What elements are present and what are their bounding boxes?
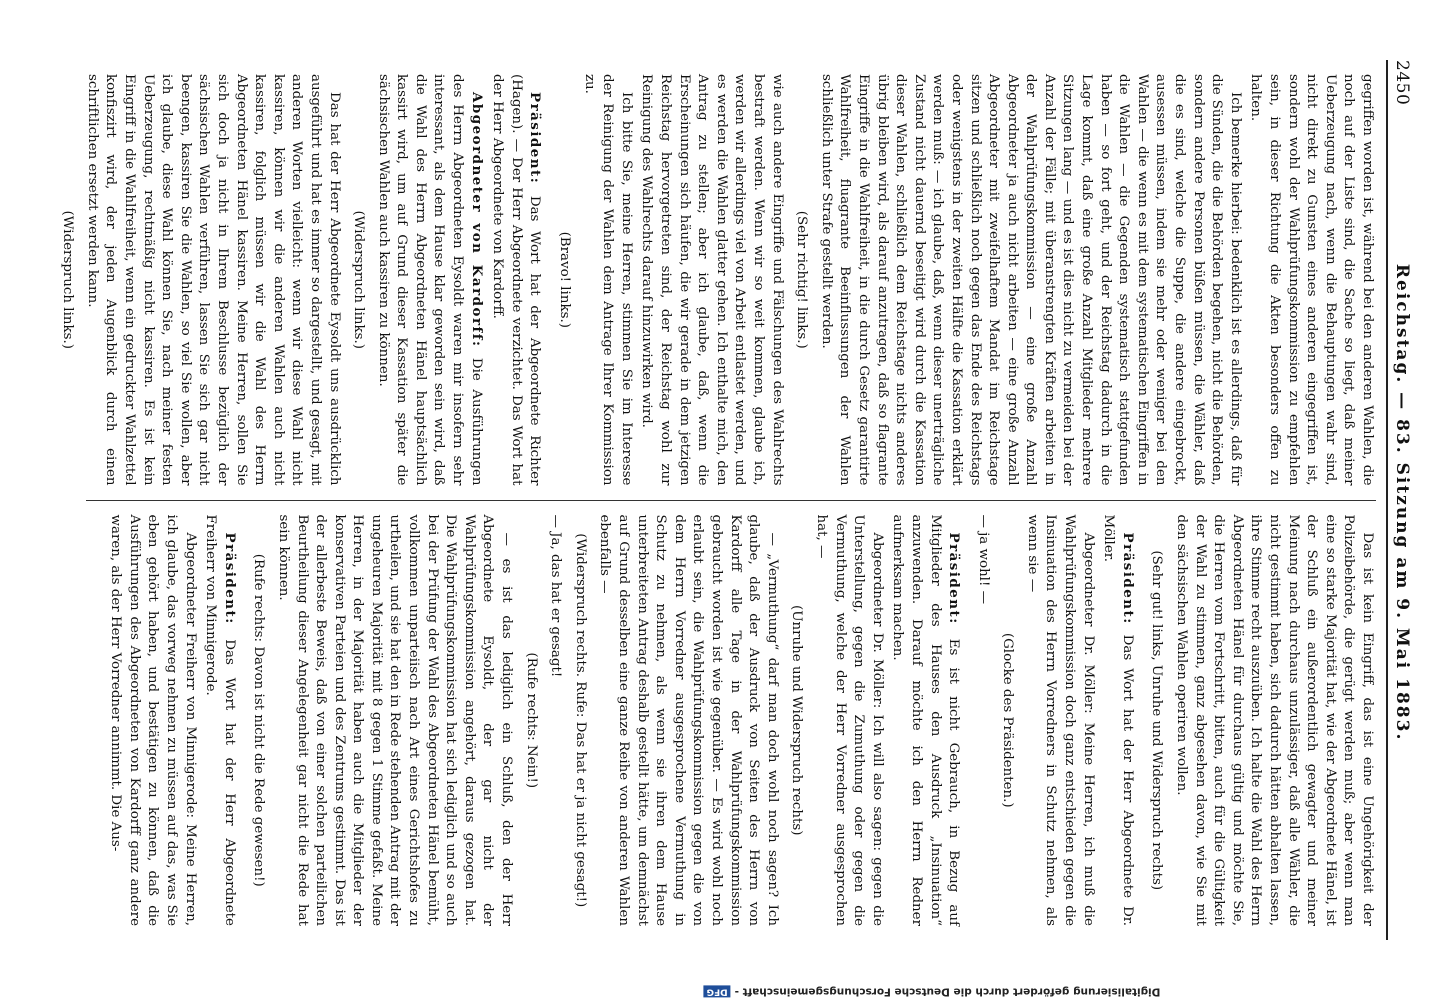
paragraph-text: Es ist nicht Gebrauch, in Bezug auf Mitglieder des Hauses den Ausdruck „Insinuation“ anzuwenden. Darauf möchte ich den Herrn Redner aufmerksam machen. xyxy=(890,514,962,926)
paragraph xyxy=(579,74,635,486)
paragraph-text: — ja wohl! — xyxy=(975,514,991,604)
paragraph xyxy=(888,515,963,927)
speaker-label: Präsident: xyxy=(527,92,544,196)
paragraph-text: (Sehr richtig! links.) xyxy=(794,210,810,349)
paragraph xyxy=(973,515,992,927)
paragraph xyxy=(637,74,786,486)
paragraph-text: (Sehr gut! links, Unruhe und Widerspruch rechts) xyxy=(1149,550,1165,891)
paragraph xyxy=(816,74,1244,486)
side-note xyxy=(432,982,1432,1000)
paragraph xyxy=(201,515,239,927)
paragraph xyxy=(546,515,565,927)
paragraph-text: (Rufe rechts: Davon ist nicht die Rede gewesen!) xyxy=(251,553,267,887)
paragraph-text: (Bravo! links.) xyxy=(557,231,573,328)
paragraph-text: Abgeordneter Dr. Möller: Meine Herren, ich muß die Wahlprüfungskommission doch ganz entschieden gegen die Insinuation des Herrn Vorredners in Schutz nehmen, als wenn sie — xyxy=(1024,514,1096,926)
side-note-text: Digitalisierung gefördert durch die Deutsche Forschungsgemeinschaft - xyxy=(734,985,1161,998)
paragraph-text: Abgeordneter Dr. Möller: Ich will also sagen: gegen die Unterstellung, gegen die Zumuthung oder gegen die Vermuthung, welche der Herr Vorredner ausgesprochen hat, — xyxy=(813,514,885,926)
paragraph xyxy=(811,515,885,927)
paragraph xyxy=(1099,515,1137,927)
paragraph-text: Ich bitte Sie, meine Herren, stimmen Sie im Interesse der Reinigung der Wahlen dem Antrage Ihrer Kommission zu. xyxy=(581,74,634,486)
speaker-label: Präsident: xyxy=(1119,532,1136,635)
paragraph-text: — Ja, das hat er gesagt! xyxy=(548,514,564,678)
interjection xyxy=(521,515,540,927)
paragraph-text: Das Wort hat der Herr Abgeordnete Dr. Möller. xyxy=(1101,514,1135,926)
paragraph xyxy=(1022,515,1096,927)
speaker-label: Präsident: xyxy=(946,532,963,639)
interjection xyxy=(554,74,573,486)
paragraph-text: wie auch andere Eingriffe und Fälschungen des Wahlrechts bestraft werden. Wenn wir so weit kommen, glaube ich, werden wir allerdings viel von Arbeit entlastet werden, und es werden die Wahlen glatter gehen. Ich enthalte mich, den Antrag zu stellen; aber ich glaube, daß, wenn die Erscheinungen sich häufen, die wir gerade in dem jetzigen Reichstag hervorgetreten sind, der Reichstag wohl zur Reinigung des Wahlrechts darauf hinzuwirken wird. xyxy=(639,74,785,486)
paragraph-text: (Widerspruch rechts. Rufe: Das hat er ja nicht gesagt!) xyxy=(572,533,588,908)
interjection xyxy=(249,515,268,927)
interjection xyxy=(349,74,368,486)
paragraph-text: Das ist kein Eingriff, das ist eine Ungehörigkeit der Polizeibehörde, die gerügt werden muß; aber wenn man eine so starke Majorität hat, wie der Abgeordnete Hänel, ist der Schluß ein außerordentlich gewagter und meiner Meinung nach durchaus unzulässiger, daß alle Wähler, die nicht gestimmt haben, sich dadurch hätten abhalten lassen, ihre Stimme recht auszuüben. Ich halte die Wahl des Herrn Abgeordneten Hänel für durchaus gültig und möchte Sie, die Herren vom Fortschritt, bitten, auch für die Gültigkeit der Wahl zu stimmen, ganz abgesehen davon, wie Sie mit den sächsischen Wahlen operiren wollen. xyxy=(1174,514,1375,926)
paragraph xyxy=(106,515,199,927)
paragraph-text: Ich bemerke hierbei: bedenklich ist es allerdings, daß für die Sünden, die die Behörden begehen, nicht die Behörden, sondern andere Personen büßen müssen, die Wähler, daß die es sind, welche die Suppe, die andere eingebrockt, ausessen müssen, indem sie mehr oder weniger bei den Wahlen — die wenn es mit dem systematischen Eingriffen in die Wahlen — die Gegenden systematisch stattgefunden haben — so fort geht, und der Reichstag dadurch in die Lage kommt, daß eine große Anzahl Mitglieder mehrere Sitzungen lang — und es ist dies nicht zu vermeiden bei der Anzahl der Fälle; mit überanstrengten Kräften arbeiten in der Wahlprüfungskommission — eine große Anzahl Abgeordneter ja auch nicht arbeiten — eine große Anzahl Abgeordneter mit zweifelhaftem Mandat im Reichstage sitzen und schließlich noch gegen das Ende des Reichstags oder wenigstens in der zweiten Hälfte die Kassation erklärt werden muß: — ich glaube, daß, wenn dieser unerträgliche Zustand nicht dauernd beseitigt wird durch die Kassation dieser Wahlen, schließlich dem Reichstage nichts anderes übrig bleiben wird, als darauf anzutragen, daß so flagrante Eingriffe in die Wahlfreiheit, in die durch Gesetz garantirte Wahlfreiheit, fluagrante Beeinflussungen der Wahlen schließlich unter Strafe gestellt werden. xyxy=(818,74,1243,486)
right-column xyxy=(86,501,1376,941)
interjection xyxy=(787,515,806,927)
paragraph xyxy=(373,74,486,486)
speaker-label: Präsident: xyxy=(221,532,238,640)
paragraph-text: (Rufe rechts: Nein!) xyxy=(523,652,539,789)
paragraph-text: Das Wort hat der Abgeordnete Richter (Hagen). — Der Herr Abgeordnete verzichtet. Das Wort hat der Herr Abgeordnete von Kardorff. xyxy=(490,74,543,486)
paragraph xyxy=(1171,515,1376,927)
paragraph-text: (Widerspruch links.) xyxy=(60,210,76,349)
running-head xyxy=(1386,60,1412,940)
paragraph xyxy=(1246,74,1376,486)
page-title: Reichstag. — 83. Sitzung am 9. Mai 1883. xyxy=(1392,263,1412,742)
text-columns xyxy=(60,60,1376,940)
paragraph-text: Das Wort hat der Herr Abgeordnete Freiherr von Minnigerode. xyxy=(203,514,237,926)
paragraph-text: Das hat der Herr Abgeordnete Eysoldt uns ausdrücklich ausgeführt und hat es immer so dargestellt, und gesagt, mit anderen Worten vielleicht: wenn wir diese Wahl nicht kassiren, können wir die anderen Wahlen auch nicht kassiren, folglich müssen wir die Wahl des Herrn Abgeordneten Hänel kassiren. Meine Herren, sollen Sie sich doch ja nicht in Ihrem Beschlusse bezüglich der sächsischen Wahlen verführen, lassen Sie sich gar nicht beengen, kassiren Sie die Wahlen, so viel Sie wollen, aber ich glaube, diese Wahl können Sie, nach meiner festen Ueberzeugung, rechtmäßig nicht kassiren. Es ist kein Eingriff in die Wahlfreiheit, wenn ein gedruckter Wahlzettel konfiszirt wird, der jeden Augenblick durch einen schriftlichen ersetzt werden kann. xyxy=(84,74,342,486)
interjection xyxy=(998,515,1017,927)
paragraph xyxy=(273,515,515,927)
page-number: 2450 xyxy=(1392,60,1412,106)
paragraph-text: — „Vermuthung“ darf man doch wohl noch sagen? Ich glaube, daß der Ausdruck von Seiten des Herrn von Kardorff alle Tage in der Wahlprüfungskommission gebraucht worden ist wie gegenüber. — Es wird wohl noch erlaubt sein, die Wahlprüfungskommission gegen die von dem Herrn Vorredner ausgesprochene Vermuthung in Schutz zu nehmen, als wenn sie ihren dem Hause unterbreiteten Antrag deshalb gestellt hätte, um demnächst auf Grund desselben eine ganze Reihe von anderen Wahlen ebenfalls — xyxy=(597,514,780,926)
paragraph xyxy=(488,74,545,486)
paragraph-text: (Widerspruch links.) xyxy=(351,210,367,349)
dfg-logo: DFG xyxy=(704,985,731,997)
speaker-label: Abgeordneter von Kardorff: xyxy=(468,92,485,358)
left-column xyxy=(60,60,1376,500)
paragraph-text: Die Ausführungen des Herrn Abgeordneten Eysoldt waren mir insofern sehr interessant, als dem Hause klar geworden sein wird, daß die Wahl des Herrn Abgeordneten Hänel hauptsächlich kassirt wird, um auf Grund dieser Kassation später die sächsischen Wahlen auch kassiren zu können. xyxy=(375,74,484,486)
paragraph xyxy=(82,74,342,486)
paragraph-text: gegriffen worden ist, während bei den anderen Wahlen, die noch auf der Liste sind, die Sache so liegt, daß meiner Ueberzeugung nach, wenn die Behauptungen wahr sind, nicht direkt zu Gunsten eines anderen eingegriffen ist, sondern wohl der Wahlprüfungskommission zu empfehlen sein, in dieser Richtung die Akten besonders offen zu halten. xyxy=(1248,74,1375,486)
paragraph-text: Abgeordneter Freiherr von Minnigerode: Meine Herren, ich glaube, das vorweg nehmen zu müssen auf das, was Sie eben gehört haben, und bestätigen zu können, daß die Ausführungen des Abgeordneten von Kardorff ganz andere waren, als der Herr Vorredner annimmt. Die Aus- xyxy=(108,514,198,926)
paragraph-text: (Glocke des Präsidenten.) xyxy=(1000,632,1016,808)
paragraph xyxy=(595,515,781,927)
interjection xyxy=(1147,515,1166,927)
interjection xyxy=(792,74,811,486)
interjection xyxy=(570,515,589,927)
paragraph-text: — es ist das lediglich ein Schluß, den der Herr Abgeordnete Eysoldt, der gar nicht der Wahlprüfungskommission angehört, daraus gezogen hat. Die Wahlprüfungskommission hat sich lediglich und so auch bei der Prüfung der Wahl des Abgeordneten Hänel bemüht, vollkommen unparteiisch nach Art eines Gerichtshofes zu urtheilen, und sie hat den in Rede stehenden Antrag mit der ungeheuren Majorität mit 8 gegen 1 Stimme gefaßt. Meine Herren, in der Majorität haben auch die Mitglieder der konservativen Parteien und des Zentrums gestimmt. Das ist der allerbeste Beweis, daß von einer solchen parteilichen Beurtheilung dieser Angelegenheit gar nicht die Rede hat sein können. xyxy=(275,514,515,926)
paragraph-text: (Unruhe und Widerspruch rechts) xyxy=(789,604,805,836)
interjection xyxy=(58,74,77,486)
